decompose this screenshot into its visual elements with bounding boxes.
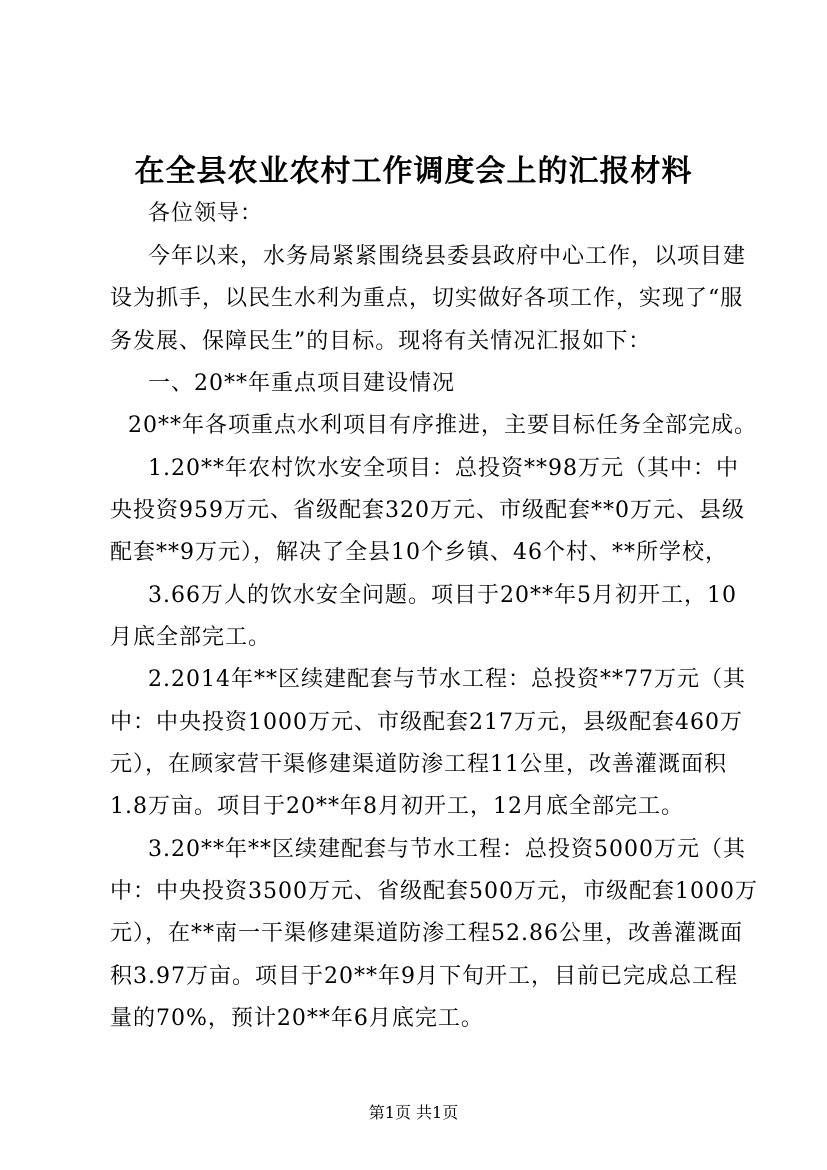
salutation: 各位领导： bbox=[148, 201, 264, 226]
paragraph-line: 务发展、保障民生”的目标。现将有关情况汇报如下： bbox=[110, 329, 652, 354]
paragraph-line: 量的70%，预计20**年6月底完工。 bbox=[110, 1006, 484, 1031]
paragraph-line: 央投资959万元、省级配套320万元、市级配套**0万元、县级 bbox=[110, 498, 745, 523]
paragraph-line: 元），在**南一干渠修建渠道防渗工程52.86公里，改善灌溉面 bbox=[110, 921, 743, 946]
paragraph-line: 20**年各项重点水利项目有序推进，主要目标任务全部完成。 bbox=[128, 413, 757, 438]
page-footer: 第1页 共1页 bbox=[368, 1103, 459, 1122]
paragraph-line: 今年以来，水务局紧紧围绕县委县政府中心工作，以项目建 bbox=[148, 244, 747, 269]
paragraph-line: 中：中央投资3500万元、省级配套500万元，市级配套1000万 bbox=[110, 879, 758, 904]
paragraph-line: 元），在顾家营干渠修建渠道防渗工程11公里，改善灌溉面积 bbox=[110, 752, 727, 777]
paragraph-line: 1.20**年农村饮水安全项目：总投资**98万元（其中：中 bbox=[148, 456, 739, 481]
section-heading: 一、20**年重点项目建设情况 bbox=[148, 371, 455, 396]
document-title: 在全县农业农村工作调度会上的汇报材料 bbox=[134, 154, 693, 189]
paragraph-line: 1.8万亩。项目于20**年8月初开工，12月底全部完工。 bbox=[110, 794, 684, 819]
paragraph-line: 配套**9万元），解决了全县10个乡镇、46个村、**所学校， bbox=[110, 540, 728, 565]
paragraph-line: 月底全部完工。 bbox=[110, 625, 272, 650]
paragraph-line: 积3.97万亩。项目于20**年9月下旬开工，目前已完成总工程 bbox=[110, 964, 738, 989]
paragraph-line: 设为抓手，以民生水利为重点，切实做好各项工作，实现了“服 bbox=[110, 286, 744, 311]
paragraph-line: 3.66万人的饮水安全问题。项目于20**年5月初开工，10 bbox=[148, 583, 737, 608]
paragraph-line: 中：中央投资1000万元、市级配套217万元，县级配套460万 bbox=[110, 710, 743, 735]
paragraph-line: 3.20**年**区续建配套与节水工程：总投资5000万元（其 bbox=[148, 837, 746, 862]
paragraph-line: 2.2014年**区续建配套与节水工程：总投资**77万元（其 bbox=[148, 667, 746, 692]
